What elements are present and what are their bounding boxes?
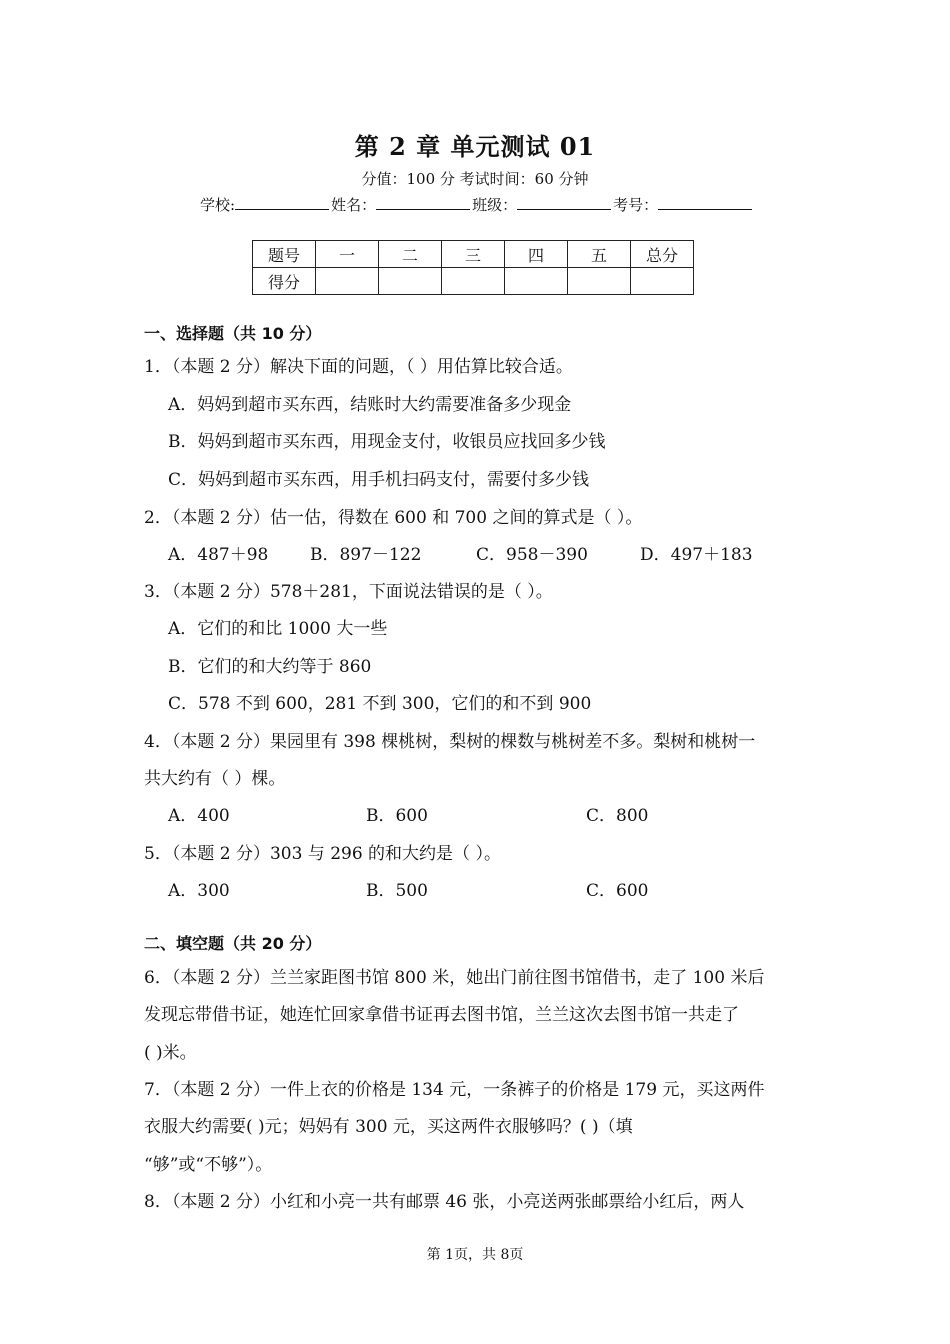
class-label: 班级：	[472, 196, 518, 214]
option: A．妈妈到超市买东西，结账时大约需要准备多少现金	[168, 395, 572, 415]
option: D．497＋183	[640, 545, 753, 565]
id-blank[interactable]	[658, 194, 752, 210]
question-6-cont: 发现忘带借书证，她连忙回家拿借书证再去图书馆，兰兰这次去图书馆一共走了	[144, 1005, 739, 1025]
option: C．600	[586, 881, 649, 901]
option: B．897－122	[310, 545, 422, 565]
option: C．妈妈到超市买东西，用手机扫码支付，需要付多少钱	[168, 470, 590, 490]
option: A．300	[168, 881, 230, 901]
page-number: 第 1页，共 8页	[426, 1247, 524, 1263]
score-cell[interactable]	[505, 268, 568, 295]
question-7: 7．（本题 2 分）一件上衣的价格是 134 元，一条裤子的价格是 179 元，买这两件	[144, 1080, 765, 1100]
question-7-cont: 衣服大约需要( )元；妈妈有 300 元，买这两件衣服够吗？( )（填	[144, 1117, 633, 1137]
score-cell[interactable]	[568, 268, 631, 295]
score-value-row	[253, 268, 694, 295]
school-blank[interactable]	[235, 194, 329, 210]
page-title: 第 2 章 单元测试 01	[354, 132, 596, 161]
name-blank[interactable]	[376, 194, 470, 210]
score-cell: 五	[568, 241, 631, 268]
question-5: 5．（本题 2 分）303 与 296 的和大约是（ ）。	[144, 844, 501, 864]
section-heading: 二、填空题（共 20 分）	[144, 934, 322, 953]
score-cell[interactable]	[442, 268, 505, 295]
option: B．妈妈到超市买东西，用现金支付，收银员应找回多少钱	[168, 432, 606, 452]
score-cell: 二	[379, 241, 442, 268]
class-blank[interactable]	[517, 194, 611, 210]
score-cell[interactable]	[316, 268, 379, 295]
score-cell: 三	[442, 241, 505, 268]
score-cell[interactable]	[631, 268, 694, 295]
score-cell: 一	[316, 241, 379, 268]
question-3: 3．（本题 2 分）578＋281，下面说法错误的是（ ）。	[144, 582, 553, 602]
score-cell[interactable]	[379, 268, 442, 295]
name-label: 姓名：	[331, 196, 377, 214]
option: A．它们的和比 1000 大一些	[168, 619, 388, 639]
school-label: 学校:	[200, 196, 236, 214]
option: C．958－390	[476, 545, 588, 565]
question-4-cont: 共大约有（ ）棵。	[144, 769, 286, 789]
question-6-cont: ( )米。	[144, 1043, 197, 1063]
score-cell: 题号	[253, 241, 316, 268]
exam-info: 分值：100 分 考试时间：60 分钟	[361, 170, 589, 188]
score-cell: 四	[505, 241, 568, 268]
option: B．600	[366, 806, 428, 826]
option: C．800	[586, 806, 649, 826]
option: B．500	[366, 881, 428, 901]
question-4: 4．（本题 2 分）果园里有 398 棵桃树，梨树的棵数与桃树差不多。梨树和桃树一	[144, 732, 756, 752]
question-8: 8．（本题 2 分）小红和小亮一共有邮票 46 张，小亮送两张邮票给小红后，两人	[144, 1192, 745, 1212]
student-info-line	[200, 194, 754, 215]
option: B．它们的和大约等于 860	[168, 657, 372, 677]
question-1: 1．（本题 2 分）解决下面的问题，（ ）用估算比较合适。	[144, 357, 573, 377]
question-7-cont: “够”或“不够”）。	[144, 1155, 273, 1175]
score-cell: 总分	[631, 241, 694, 268]
score-header-row	[253, 241, 694, 268]
score-table	[252, 240, 694, 295]
score-cell: 得分	[253, 268, 316, 295]
id-label: 考号：	[613, 196, 659, 214]
section-heading: 一、选择题（共 10 分）	[144, 324, 322, 343]
question-6: 6．（本题 2 分）兰兰家距图书馆 800 米，她出门前往图书馆借书，走了 100 米后	[144, 968, 765, 988]
question-2: 2．（本题 2 分）估一估，得数在 600 和 700 之间的算式是（ ）。	[144, 508, 643, 528]
option: C．578 不到 600，281 不到 300，它们的和不到 900	[168, 694, 592, 714]
option: A．487＋98	[168, 545, 269, 565]
option: A．400	[168, 806, 230, 826]
